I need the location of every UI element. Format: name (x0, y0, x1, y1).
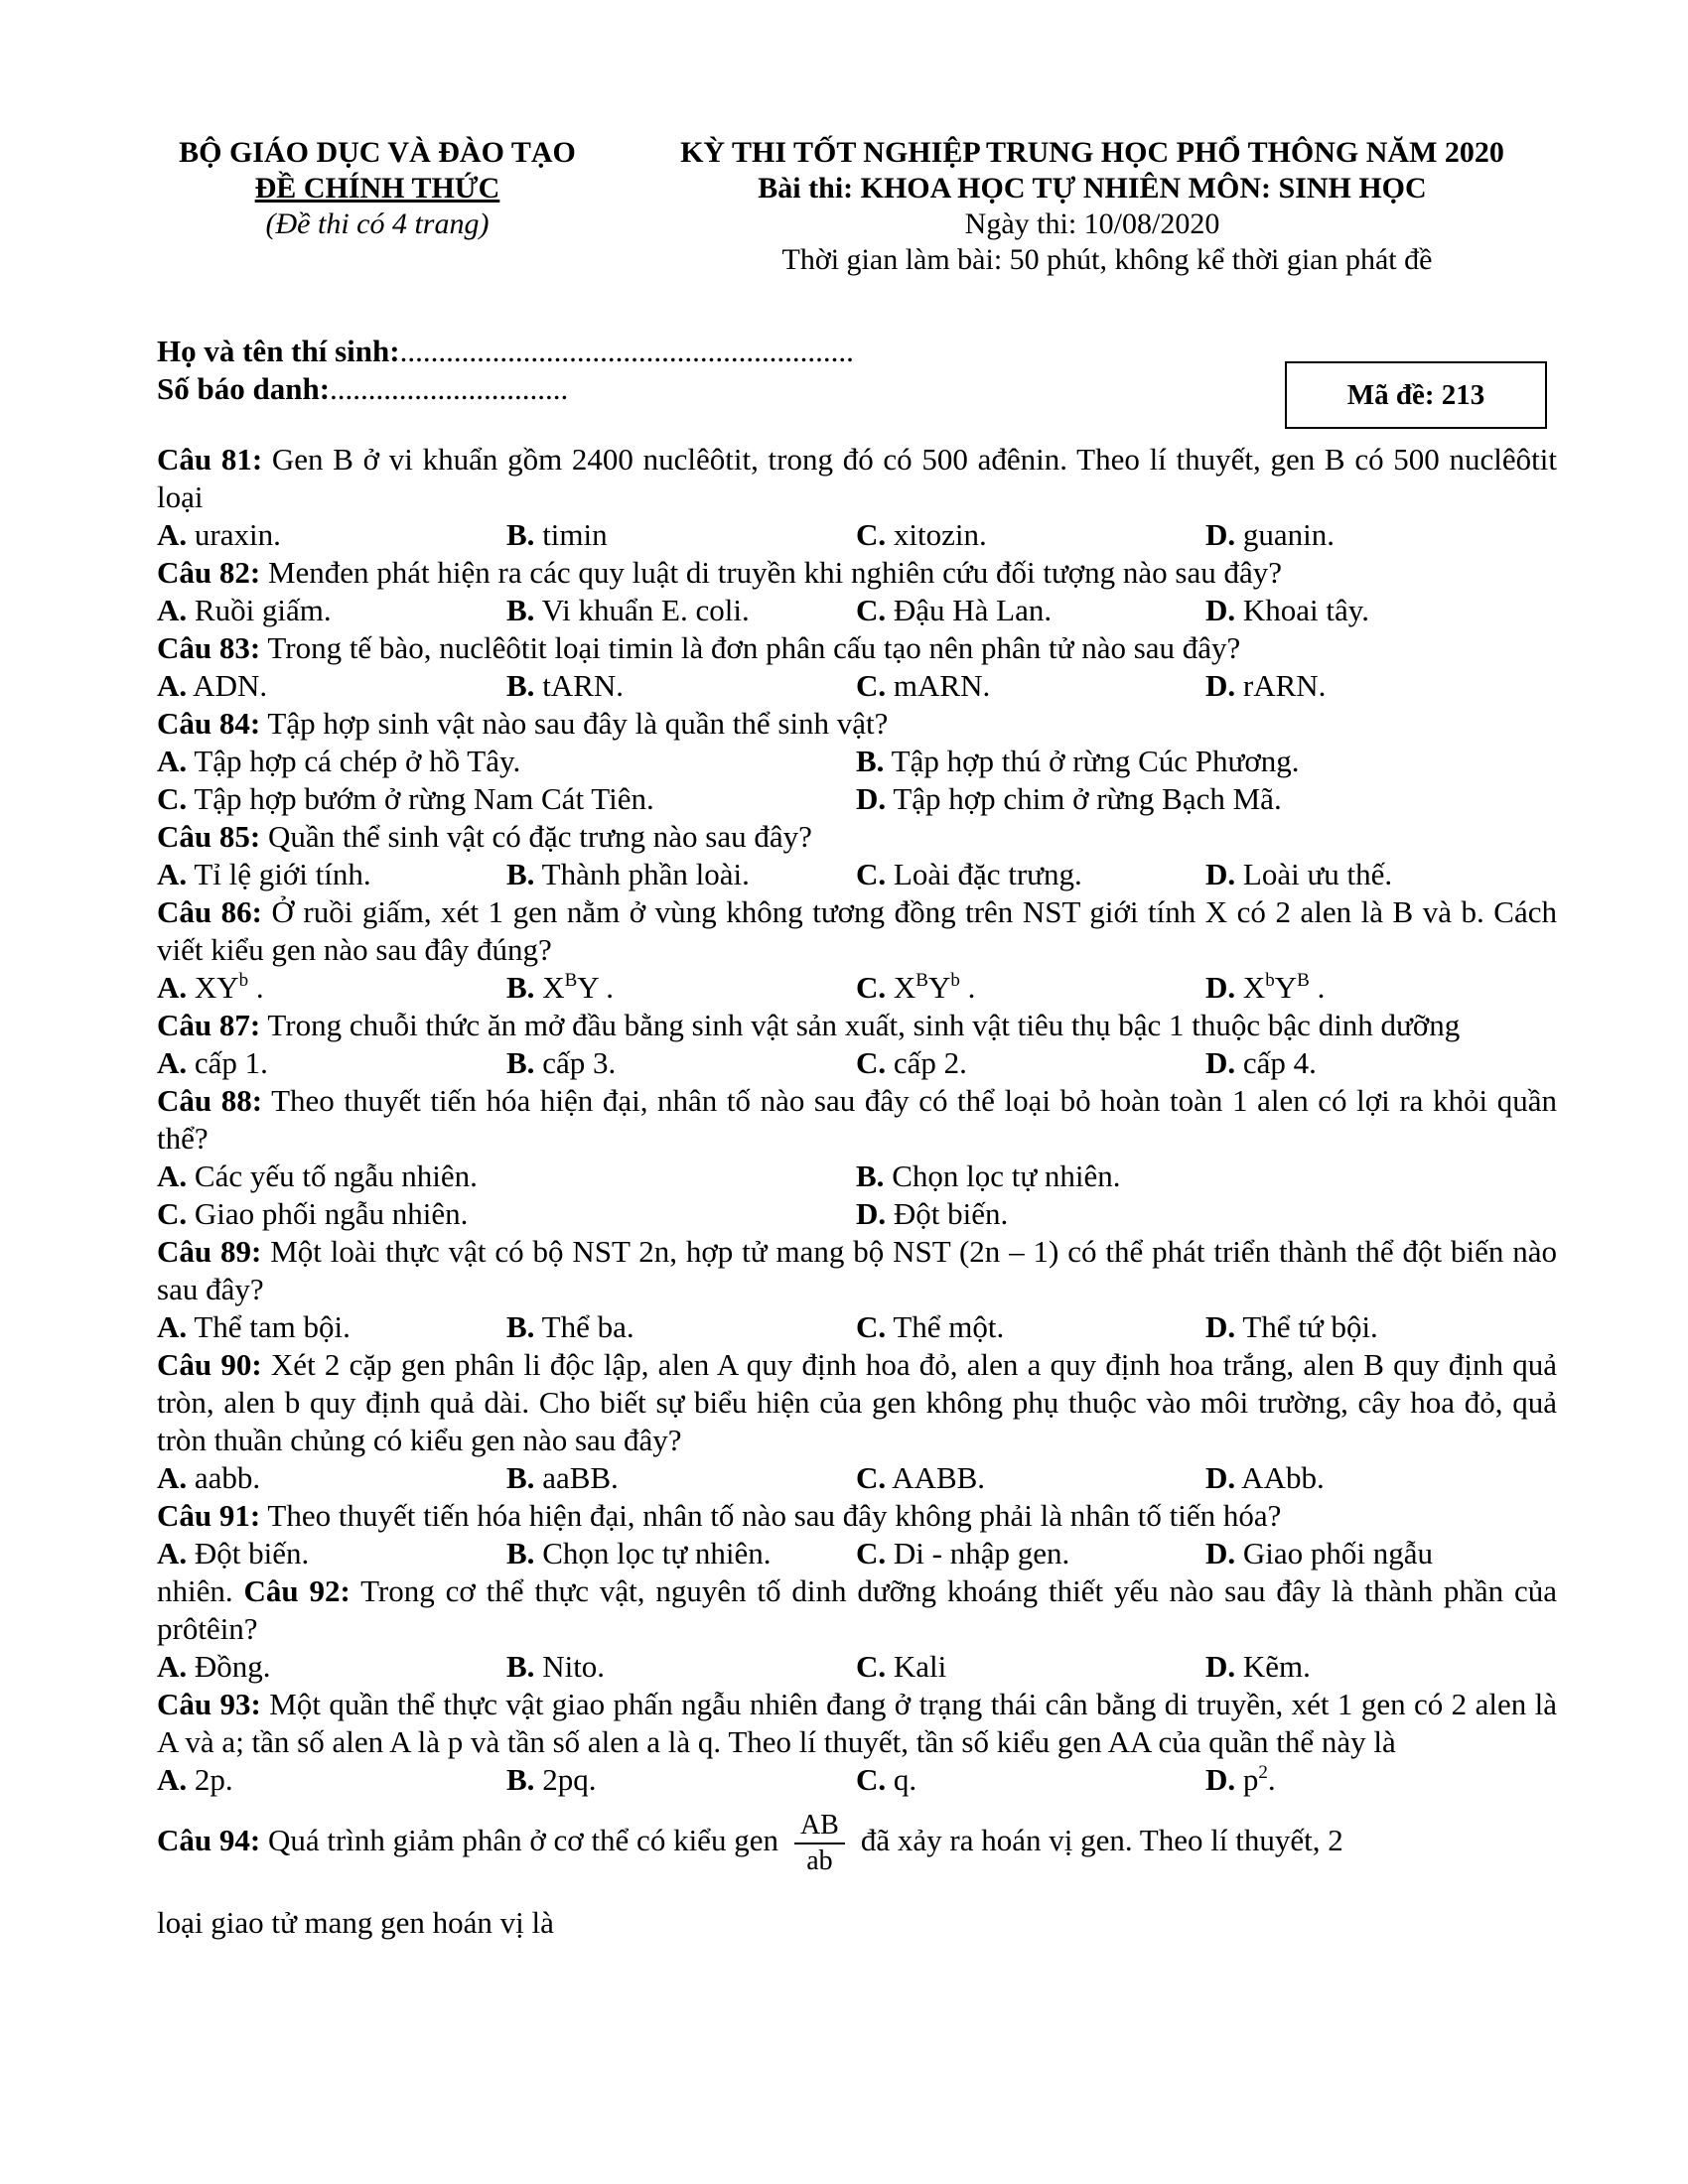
options-82 (157, 592, 1557, 629)
allele-sup: B (564, 970, 578, 991)
question-text: Một quần thể thực vật giao phấn ngẫu nhiên đang ở trạng thái cân bằng di truyền, xét 1 gen có 2 alen là A và a; tần số alen A là p và tần số alen a là q. Theo lí thuyết, tần số kiểu gen AA của quần thể này là (157, 1687, 1557, 1759)
option-a (157, 856, 506, 893)
pages-note: (Đề thi có 4 trang) (265, 207, 490, 240)
question-text: Quần thể sinh vật có đặc trưng nào sau đây? (260, 819, 812, 854)
option-letter: C. (856, 593, 887, 627)
question-text: Tập hợp sinh vật nào sau đây là quần thể sinh vật? (260, 706, 889, 741)
option-letter: A. (157, 1309, 188, 1344)
genotype-y: Y (1274, 970, 1298, 1005)
question-text: Trong chuỗi thức ăn mở đầu bằng sinh vật sản xuất, sinh vật tiêu thụ bậc 1 thuộc bậc dinh dưỡng (260, 1008, 1461, 1042)
question-81 (157, 441, 1557, 516)
option-text: cấp 3. (534, 1045, 617, 1080)
option-letter: C. (856, 1649, 887, 1684)
option-c (856, 592, 1205, 629)
question-text: Một loài thực vật có bộ NST 2n, hợp tử mang bộ NST (2n – 1) có thể phát triển thành thể đột biến nào sau đây? (157, 1234, 1557, 1306)
option-letter: D. (1205, 970, 1236, 1005)
option-text: tARN. (534, 668, 625, 703)
question-text: Trong cơ thể thực vật, nguyên tố dinh dưỡng khoáng thiết yếu nào sau đây là thành phần của prôtêin? (157, 1573, 1558, 1646)
option-letter: B. (506, 1045, 535, 1080)
option-b (856, 743, 1555, 780)
option-letter: B. (506, 1649, 535, 1684)
option-a (157, 743, 856, 780)
question-text: Trong tế bào, nuclêôtit loại timin là đơn phân cấu tạo nên phân tử nào sau đây? (260, 630, 1241, 665)
option-text: cấp 4. (1235, 1045, 1317, 1080)
option-d (856, 780, 1555, 818)
option-text: p (1235, 1762, 1259, 1797)
option-text: Tập hợp cá chép ở hồ Tây. (187, 744, 521, 778)
options-93 (157, 1761, 1557, 1799)
option-letter: D. (1205, 1045, 1236, 1080)
options-84-row1 (157, 743, 1557, 780)
question-94-line2 (157, 1904, 1557, 1942)
option-c (157, 1195, 856, 1233)
option-c (856, 969, 1205, 1007)
question-number: Câu 88: (157, 1083, 263, 1118)
option-letter: C. (856, 668, 887, 703)
option-text: 2p. (187, 1762, 233, 1797)
question-89 (157, 1233, 1557, 1308)
option-c (856, 1308, 1205, 1346)
question-number: Câu 82: (157, 555, 261, 590)
option-a (157, 1761, 506, 1799)
option-b (506, 856, 856, 893)
question-number: Câu 81: (157, 442, 263, 477)
option-letter: A. (157, 1762, 188, 1797)
exam-title: KỲ THI TỐT NGHIỆP TRUNG HỌC PHỔ THÔNG NĂM 2020 (680, 136, 1504, 169)
question-number: Câu 93: (157, 1687, 261, 1721)
exam-subject: Bài thi: KHOA HỌC TỰ NHIÊN MÔN: SINH HỌC (758, 172, 1427, 205)
allele-sup: b (1265, 970, 1275, 991)
option-letter: B. (506, 1460, 535, 1495)
option-text: Giao phối ngẫu nhiên. (187, 1196, 469, 1231)
option-d (1205, 856, 1555, 893)
option-b (506, 1535, 856, 1572)
question-86 (157, 893, 1557, 969)
question-82 (157, 554, 1557, 592)
option-text: Đậu Hà Lan. (886, 593, 1053, 627)
option-a (157, 592, 506, 629)
option-b (506, 1761, 856, 1799)
option-c (856, 856, 1205, 893)
question-text: Ở ruồi giấm, xét 1 gen nằm ở vùng không tương đồng trên NST giới tính X có 2 alen là B và b. Cách viết kiểu gen nào sau đây đúng? (157, 894, 1557, 967)
option-text: Ruồi giấm. (187, 593, 332, 627)
option-d (1205, 667, 1555, 705)
candidate-name-label: Họ và tên thí sinh: (157, 334, 400, 368)
option-b (506, 1044, 856, 1082)
option-text: uraxin. (187, 517, 281, 552)
option-b (506, 667, 856, 705)
allele-sup: b (238, 970, 249, 991)
genotype-x: X (542, 970, 565, 1005)
options-88-row1 (157, 1158, 1557, 1195)
question-87 (157, 1007, 1557, 1044)
option-letter: D. (856, 781, 887, 816)
question-text: Menđen phát hiện ra các quy luật di truyền khi nghiên cứu đối tượng nào sau đây? (260, 555, 1283, 590)
candidate-name-line (157, 334, 854, 369)
option-text: timin (534, 517, 608, 552)
exam-duration: Thời gian làm bài: 50 phút, không kể thời gian phát đề (781, 243, 1433, 276)
fraction-numerator: AB (794, 1809, 845, 1844)
option-letter: B. (506, 857, 535, 891)
option-text: ADN. (187, 668, 268, 703)
question-text: Quá trình giảm phân ở cơ thể có kiểu gen (260, 1823, 778, 1858)
option-letter: A. (157, 1045, 188, 1080)
options-83 (157, 667, 1557, 705)
options-81 (157, 516, 1557, 554)
option-text: aaBB. (534, 1460, 619, 1495)
exam-code-box: Mã đề: 213 (1285, 361, 1547, 429)
continued-text: nhiên. (157, 1573, 244, 1608)
option-text: Giao phối ngẫu (1235, 1536, 1434, 1570)
option-b (506, 1308, 856, 1346)
period: . (1267, 1762, 1276, 1797)
options-90 (157, 1459, 1557, 1497)
option-letter: B. (856, 1159, 885, 1193)
option-letter: C. (856, 970, 887, 1005)
option-text: Chọn lọc tự nhiên. (884, 1159, 1121, 1193)
option-text: Đồng. (187, 1649, 271, 1684)
option-text: q. (886, 1762, 917, 1797)
option-letter: A. (157, 970, 188, 1005)
allele-sup: b (950, 970, 960, 991)
options-91 (157, 1535, 1557, 1572)
option-letter: B. (506, 970, 535, 1005)
option-letter: A. (157, 744, 188, 778)
option-text: Thành phần loài. (534, 857, 750, 891)
option-text: aabb. (187, 1460, 261, 1495)
option-text: rARN. (1235, 668, 1327, 703)
genotype-y: Y (216, 970, 239, 1005)
option-d (1205, 1459, 1555, 1497)
question-number: Câu 90: (157, 1347, 262, 1382)
option-letter: D. (856, 1196, 887, 1231)
option-text: Tập hợp thú ở rừng Cúc Phương. (884, 744, 1300, 778)
genotype-x: X (893, 970, 916, 1005)
options-84-row2 (157, 780, 1557, 818)
option-d (1205, 516, 1555, 554)
genotype-fraction (794, 1809, 845, 1878)
option-d (1205, 592, 1555, 629)
option-d (1205, 1308, 1555, 1346)
option-c (856, 667, 1205, 705)
option-text: Di - nhập gen. (886, 1536, 1070, 1570)
question-number: Câu 85: (157, 819, 261, 854)
exam-date: Ngày thi: 10/08/2020 (964, 207, 1220, 240)
option-letter: C. (856, 1460, 887, 1495)
option-a (157, 1459, 506, 1497)
option-letter: A. (157, 593, 188, 627)
option-letter: B. (506, 1536, 535, 1570)
options-86 (157, 969, 1557, 1007)
option-text: guanin. (1235, 517, 1336, 552)
options-88-row2 (157, 1195, 1557, 1233)
question-text-end: loại giao tử mang gen hoán vị là (157, 1905, 554, 1940)
allele-sup: B (1297, 970, 1310, 991)
option-a (157, 969, 506, 1007)
exponent: 2 (1258, 1762, 1268, 1783)
header-left (159, 136, 596, 243)
option-text: AABB. (886, 1460, 986, 1495)
question-90 (157, 1346, 1557, 1459)
option-letter: A. (157, 1159, 188, 1193)
option-text: Khoai tây. (1235, 593, 1370, 627)
option-letter: A. (157, 857, 188, 891)
option-text: Tỉ lệ giới tính. (187, 857, 371, 891)
question-94 (157, 1809, 1557, 1878)
option-text: Tập hợp bướm ở rừng Nam Cát Tiên. (187, 781, 654, 816)
option-text: AAbb. (1235, 1460, 1325, 1495)
option-letter: C. (856, 857, 887, 891)
option-letter: C. (856, 1762, 887, 1797)
option-letter: A. (157, 668, 188, 703)
option-text: mARN. (886, 668, 991, 703)
candidate-id-line (157, 371, 568, 407)
question-text: Theo thuyết tiến hóa hiện đại, nhân tố nào sau đây không phải là nhân tố tiến hóa? (260, 1498, 1282, 1533)
question-85 (157, 818, 1557, 856)
option-letter: C. (157, 781, 188, 816)
question-number: Câu 92: (243, 1573, 351, 1608)
question-number: Câu 83: (157, 630, 261, 665)
option-letter: B. (506, 668, 535, 703)
option-text: Kali (886, 1649, 947, 1684)
option-text: Loài đặc trưng. (886, 857, 1082, 891)
question-88 (157, 1082, 1557, 1158)
option-d (1205, 969, 1555, 1007)
option-letter: D. (1205, 1536, 1236, 1570)
option-a (157, 516, 506, 554)
genotype-x: X (1242, 970, 1266, 1005)
period: . (959, 970, 976, 1005)
option-b (506, 516, 856, 554)
question-93 (157, 1686, 1557, 1761)
option-a (157, 1535, 506, 1572)
option-c (856, 1648, 1205, 1686)
option-c (856, 1459, 1205, 1497)
candidate-id-label: Số báo danh: (157, 371, 331, 406)
option-text: Loài ưu thế. (1235, 857, 1393, 891)
option-letter: A. (157, 1649, 188, 1684)
questions (157, 441, 1557, 1942)
question-number: Câu 86: (157, 894, 262, 929)
option-text: cấp 1. (187, 1045, 268, 1080)
option-d (856, 1195, 1555, 1233)
option-text: Thể một. (886, 1309, 1005, 1344)
genotype-y: Y (927, 970, 951, 1005)
option-b (506, 1648, 856, 1686)
question-number: Câu 89: (157, 1234, 262, 1269)
option-d (1205, 1535, 1555, 1572)
option-text: Chọn lọc tự nhiên. (534, 1536, 772, 1570)
option-letter: D. (1205, 517, 1236, 552)
question-text: Gen B ở vi khuẩn gồm 2400 nuclêôtit, trong đó có 500 ađênin. Theo lí thuyết, gen B có 500 nuclêôtit loại (157, 442, 1557, 514)
option-d (1205, 1648, 1555, 1686)
option-letter: D. (1205, 668, 1236, 703)
option-text: Kẽm. (1235, 1649, 1311, 1684)
question-text: Theo thuyết tiến hóa hiện đại, nhân tố nào sau đây có thể loại bỏ hoàn toàn 1 alen có lợi ra khỏi quần thể? (157, 1083, 1557, 1156)
option-letter: C. (157, 1196, 188, 1231)
option-text: xitozin. (886, 517, 987, 552)
ministry-name: BỘ GIÁO DỤC VÀ ĐÀO TẠO (179, 136, 576, 169)
option-letter: D. (1205, 857, 1236, 891)
question-92 (157, 1572, 1557, 1648)
options-92 (157, 1648, 1557, 1686)
option-letter: D. (1205, 1460, 1236, 1495)
option-a (157, 667, 506, 705)
option-c (856, 1044, 1205, 1082)
option-letter: B. (506, 593, 535, 627)
option-letter: A. (157, 1460, 188, 1495)
option-a (157, 1308, 506, 1346)
option-text: Đột biến. (886, 1196, 1009, 1231)
options-85 (157, 856, 1557, 893)
option-text: Vi khuẩn E. coli. (534, 593, 750, 627)
option-text: Đột biến. (187, 1536, 310, 1570)
option-d (1205, 1761, 1555, 1799)
option-letter: D. (1205, 1649, 1236, 1684)
options-87 (157, 1044, 1557, 1082)
option-letter: C. (856, 1309, 887, 1344)
option-a (157, 1158, 856, 1195)
option-text: Thể tứ bội. (1235, 1309, 1378, 1344)
question-number: Câu 91: (157, 1498, 261, 1533)
option-text: Nito. (534, 1649, 606, 1684)
option-letter: D. (1205, 1762, 1236, 1797)
option-c (856, 516, 1205, 554)
question-number: Câu 94: (157, 1823, 261, 1858)
header-right (596, 136, 1589, 279)
option-c (856, 1535, 1205, 1572)
period: . (1309, 970, 1326, 1005)
genotype-x: X (194, 970, 217, 1005)
fraction-denominator: ab (806, 1845, 833, 1876)
official-label: ĐỀ CHÍNH THỨC (254, 172, 500, 205)
option-b (856, 1158, 1555, 1195)
option-letter: C. (856, 517, 887, 552)
option-text: cấp 2. (886, 1045, 967, 1080)
option-letter: B. (856, 744, 885, 778)
question-83 (157, 629, 1557, 667)
question-text-continued: đã xảy ra hoán vị gen. Theo lí thuyết, 2 (860, 1823, 1343, 1858)
option-a (157, 1648, 506, 1686)
option-text: 2pq. (534, 1762, 597, 1797)
option-a (157, 1044, 506, 1082)
option-letter: A. (157, 517, 188, 552)
period: . (598, 970, 615, 1005)
option-text: Thể ba. (534, 1309, 634, 1344)
option-letter: D. (1205, 1309, 1236, 1344)
option-b (506, 1459, 856, 1497)
period: . (248, 970, 264, 1005)
option-letter: B. (506, 1309, 535, 1344)
option-letter: D. (1205, 593, 1236, 627)
options-89 (157, 1308, 1557, 1346)
option-letter: C. (856, 1045, 887, 1080)
option-d (1205, 1044, 1555, 1082)
question-84 (157, 705, 1557, 743)
question-number: Câu 87: (157, 1008, 261, 1042)
allele-sup: B (915, 970, 928, 991)
candidate-name-dots: ........................................................... (399, 334, 854, 368)
candidate-id-dots: ............................... (330, 371, 569, 406)
question-number: Câu 84: (157, 706, 261, 741)
option-letter: A. (157, 1536, 188, 1570)
genotype-y: Y (577, 970, 599, 1005)
option-b (506, 592, 856, 629)
option-text: Các yếu tố ngẫu nhiên. (187, 1159, 478, 1193)
option-letter: B. (506, 517, 535, 552)
option-c (157, 780, 856, 818)
option-text: Thể tam bội. (187, 1309, 351, 1344)
option-c (856, 1761, 1205, 1799)
option-b (506, 969, 856, 1007)
option-text: Tập hợp chim ở rừng Bạch Mã. (886, 781, 1282, 816)
option-letter: B. (506, 1762, 535, 1797)
option-letter: C. (856, 1536, 887, 1570)
question-91 (157, 1497, 1557, 1535)
question-text: Xét 2 cặp gen phân li độc lập, alen A quy định hoa đỏ, alen a quy định hoa trắng, alen B quy định quả tròn, alen b quy định quả dài. Cho biết sự biểu hiện của gen không phụ thuộc vào môi trường, cây hoa đỏ, quả tròn thuần chủng có kiểu gen nào sau đây? (157, 1347, 1557, 1457)
